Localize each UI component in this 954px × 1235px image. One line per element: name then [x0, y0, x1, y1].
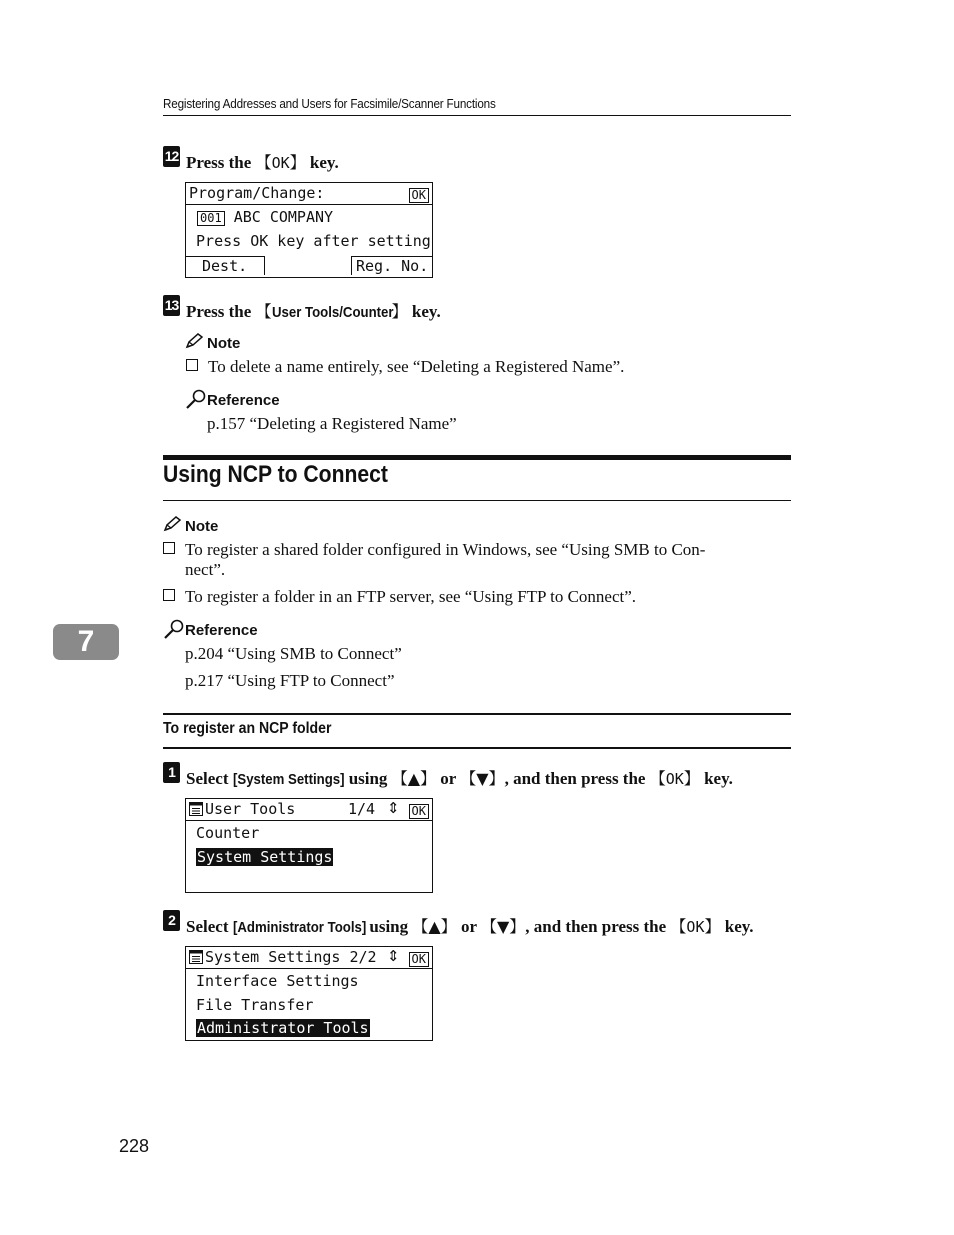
- lcd-title: Program/Change:: [189, 184, 325, 202]
- pencil-icon: [185, 333, 205, 354]
- page-number: 228: [119, 1136, 150, 1156]
- key-bracket-open: 【: [255, 153, 272, 172]
- lcd-dest-number: 001: [197, 211, 225, 226]
- up-down-arrow-icon: ⇕: [387, 799, 400, 817]
- note-item: To delete a name entirely, see “Deleting a Registered Name”.: [186, 357, 624, 377]
- up-key-label: 【▲】: [391, 769, 436, 788]
- lcd-ok-icon: OK: [409, 801, 429, 819]
- lcd-ok-icon: OK: [409, 185, 429, 203]
- note-item-continued: nect”.: [185, 560, 226, 579]
- lcd-ok-icon: OK: [409, 949, 429, 967]
- down-key-label: 【▼】: [460, 769, 505, 788]
- note-item: To register a folder in an FTP server, see “Using FTP to Connect”.: [163, 587, 636, 607]
- section-title: Using NCP to Connect: [163, 461, 388, 488]
- lcd-menu-item-counter[interactable]: Counter: [187, 824, 260, 842]
- checkbox-bullet-icon: [163, 589, 175, 601]
- softkey-dest[interactable]: Dest.: [185, 256, 265, 275]
- step-1-instruction: Select [System Settings] using 【▲】 or 【▼】, and then press the 【OK】 key.: [186, 769, 733, 788]
- up-key-label: 【▲】: [412, 917, 457, 936]
- ok-key-label: OK: [686, 918, 705, 936]
- lcd-separator: [186, 968, 432, 969]
- key-bracket-open: 【: [649, 769, 666, 788]
- subsection-bottom-rule: [163, 747, 791, 749]
- note-label: Note: [185, 518, 219, 535]
- lcd-menu-item-system-settings[interactable]: System Settings: [197, 848, 333, 866]
- lcd-page-indicator: 1/4: [348, 800, 376, 818]
- up-down-arrow-icon: ⇕: [387, 947, 400, 965]
- ok-key-label: OK: [271, 154, 290, 172]
- step-number-13: 13: [163, 295, 180, 316]
- ok-key-label: OK: [665, 770, 684, 788]
- step-13-instruction: [186, 299, 441, 322]
- key-bracket-close: 】: [289, 153, 306, 172]
- key-bracket-close: 】: [391, 302, 408, 321]
- softkey-reg-no[interactable]: Reg. No.: [351, 256, 433, 275]
- lcd-user-tools: [185, 798, 433, 893]
- reference-link[interactable]: p.217 “Using FTP to Connect”: [185, 671, 395, 690]
- lcd-menu-item-file-transfer[interactable]: File Transfer: [187, 996, 314, 1014]
- running-head: Registering Addresses and Users for Facsimile/Scanner Functions: [163, 96, 496, 111]
- menu-item-ref: [Administrator Tools]: [232, 919, 366, 936]
- step-number-1: 1: [163, 762, 180, 783]
- header-rule: [163, 115, 791, 116]
- step-12-suffix: key.: [305, 153, 339, 172]
- menu-icon: [189, 950, 203, 968]
- step-12-instruction: [186, 150, 339, 173]
- note-label: Note: [207, 335, 241, 352]
- key-bracket-close: 】: [704, 917, 721, 936]
- section-bottom-rule: [163, 500, 791, 501]
- key-bracket-open: 【: [255, 302, 272, 321]
- step-number-12: 12: [163, 146, 180, 167]
- lcd-line-1: [197, 208, 432, 226]
- reference-label: Reference: [207, 392, 280, 409]
- checkbox-bullet-icon: [186, 359, 198, 371]
- reference-link[interactable]: p.204 “Using SMB to Connect”: [185, 644, 402, 663]
- step-number-2: 2: [163, 910, 180, 931]
- lcd-title: System Settings 2/2: [205, 948, 377, 966]
- lcd-menu-item-administrator-tools[interactable]: Administrator Tools: [197, 1019, 369, 1037]
- menu-item-ref: [System Settings]: [232, 771, 345, 788]
- step-2-instruction: Select [Administrator Tools] using 【▲】 or 【▼】, and then press the 【OK】 key.: [186, 917, 754, 936]
- key-bracket-open: 【: [670, 917, 687, 936]
- lcd-dest-name: ABC COMPANY: [224, 208, 334, 226]
- step-13-prefix: Press the: [186, 302, 256, 321]
- checkbox-bullet-icon: [163, 542, 175, 554]
- reference-magnifier-icon: [163, 619, 185, 644]
- menu-icon: [189, 802, 203, 820]
- subsection-top-rule: [163, 713, 791, 715]
- lcd-program-change: [185, 182, 433, 278]
- down-key-label: 【▼】: [480, 917, 526, 936]
- reference-link[interactable]: p.157 “Deleting a Registered Name”: [207, 414, 457, 433]
- step-13-suffix: key.: [407, 302, 441, 321]
- lcd-title: User Tools: [205, 800, 296, 818]
- step-12-prefix: Press the: [186, 153, 256, 172]
- pencil-icon: [163, 516, 183, 537]
- user-tools-counter-key-label: User Tools/Counter: [271, 304, 394, 321]
- lcd-separator: [186, 204, 432, 205]
- reference-magnifier-icon: [185, 389, 207, 414]
- lcd-menu-item-interface-settings[interactable]: Interface Settings: [187, 972, 359, 990]
- lcd-title-row: [189, 184, 432, 202]
- subsection-title: To register an NCP folder: [163, 720, 332, 737]
- chapter-tab: 7: [53, 624, 119, 660]
- section-top-rule: [163, 455, 791, 460]
- reference-label: Reference: [185, 622, 258, 639]
- key-bracket-close: 】: [683, 769, 700, 788]
- note-item: To register a shared folder configured in Windows, see “Using SMB to Con-: [163, 540, 705, 560]
- lcd-separator: [186, 820, 432, 821]
- lcd-line-2: Press OK key after setting: [187, 232, 431, 250]
- lcd-system-settings: [185, 946, 433, 1041]
